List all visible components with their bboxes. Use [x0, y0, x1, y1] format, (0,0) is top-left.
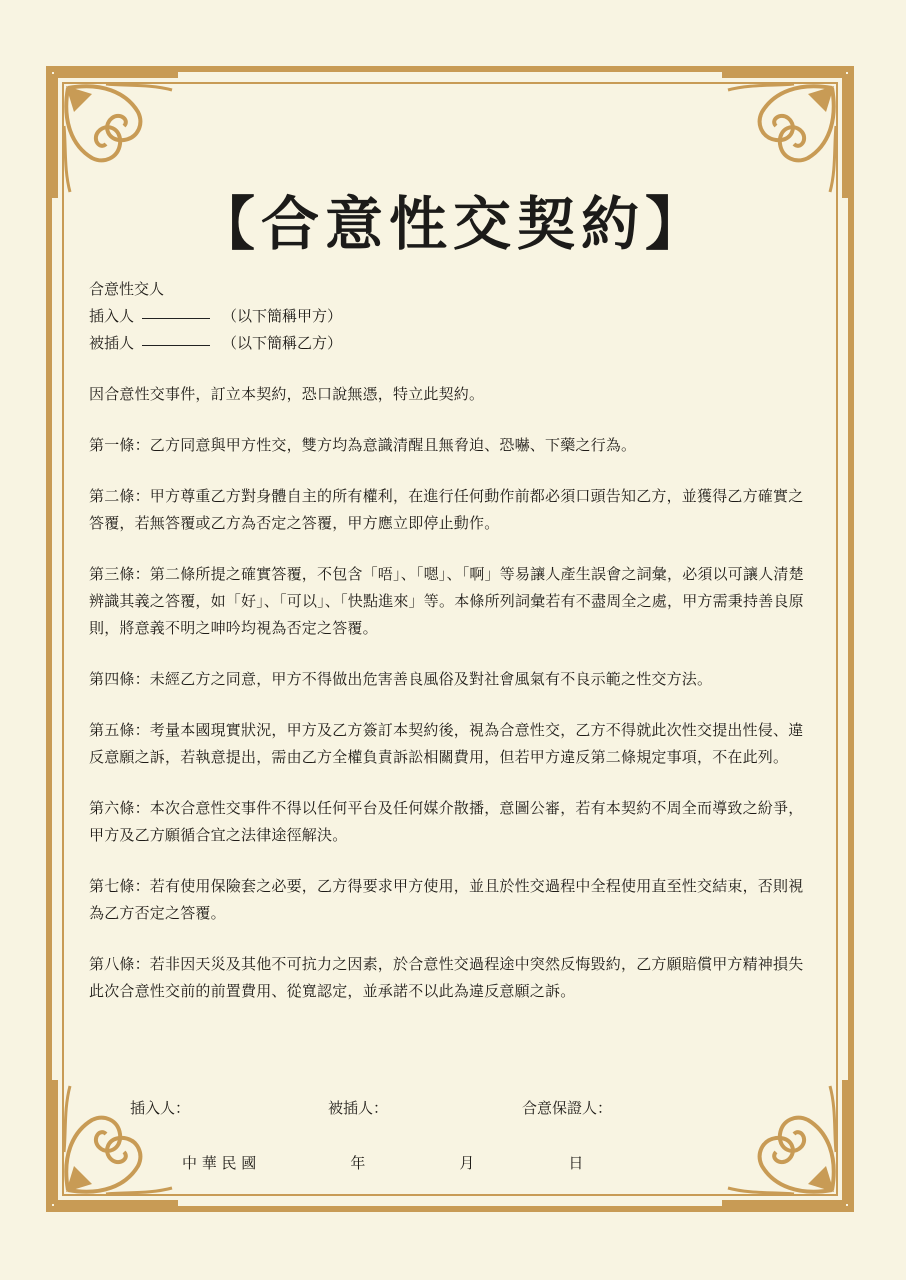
inserter-note: （以下簡稱甲方） — [222, 307, 343, 325]
receiver-name-blank[interactable] — [142, 345, 210, 346]
receiver-note: （以下簡稱乙方） — [222, 334, 343, 352]
date-era: 中 華 民 國 — [182, 1154, 257, 1172]
inserter-name-blank[interactable] — [142, 318, 210, 319]
clause-8: 第八條：若非因天災及其他不可抗力之因素，於合意性交過程途中突然反悔毀約，乙方願賠償甲方精神損失此次合意性交前的前置費用、從寬認定，並承諾不以此為違反意願之訴。 — [89, 955, 804, 1000]
clause-4: 第四條：未經乙方之同意，甲方不得做出危害善良風俗及對社會風氣有不良示範之性交方法。 — [89, 670, 713, 688]
intro-line-2 — [89, 303, 342, 330]
contract-body — [89, 381, 817, 1029]
clause-6: 第六條：本次合意性交事件不得以任何平台及任何媒介散播，意圖公審，若有本契約不周全而導致之紛爭，甲方及乙方願循合宜之法律途徑解決。 — [89, 799, 804, 844]
inserter-label: 插入人 — [89, 307, 135, 325]
contract-preamble: 因合意性交事件，訂立本契約，恐口說無憑，特立此契約。 — [89, 385, 485, 403]
clause-5: 第五條：考量本國現實狀況，甲方及乙方簽訂本契約後，視為合意性交，乙方不得就此次性交提出性侵、違反意願之訴，若執意提出，需由乙方全權負責訴訟相關費用，但若甲方違反第二條規定事項，不在此列。 — [89, 721, 804, 766]
intro-line-1: 合意性交人 — [89, 280, 165, 298]
date-day: 日 — [568, 1154, 584, 1172]
clause-7: 第七條：若有使用保險套之必要，乙方得要求甲方使用，並且於性交過程中全程使用直至性交結束，否則視為乙方否定之答覆。 — [89, 877, 804, 922]
document-title: 【合意性交契約】 — [196, 190, 709, 258]
ornament-corner-bottom-right-icon — [714, 1072, 854, 1212]
intro-line-3 — [89, 330, 342, 357]
receiver-label: 被插人 — [89, 334, 135, 352]
receiver-signature-label[interactable]: 被插人： — [328, 1099, 389, 1117]
clause-2: 第二條：甲方尊重乙方對身體自主的所有權利，在進行任何動作前都必須口頭告知乙方，並獲得乙方確實之答覆，若無答覆或乙方為否定之答覆，甲方應立即停止動作。 — [89, 487, 804, 532]
clause-3: 第三條：第二條所提之確實答覆，不包含「唔」、「嗯」、「啊」等易讓人產生誤會之詞彙，必須以可讓人清楚辨識其義之答覆，如「好」、「可以」、「快點進來」等。本條所列詞彙若有不盡周全之處，甲方需秉持善良原則，將意義不明之呻吟均視為否定之答覆。 — [89, 565, 804, 637]
clause-1: 第一條：乙方同意與甲方性交，雙方均為意識清醒且無脅迫、恐嚇、下藥之行為。 — [89, 436, 637, 454]
inserter-signature-label[interactable]: 插入人： — [130, 1099, 191, 1117]
date-line — [182, 1152, 583, 1173]
date-year: 年 — [350, 1154, 366, 1172]
date-month: 月 — [459, 1154, 475, 1172]
guarantor-signature-label[interactable]: 合意保證人： — [522, 1099, 613, 1117]
ornament-corner-bottom-left-icon — [46, 1072, 186, 1212]
intro-block — [89, 276, 342, 357]
